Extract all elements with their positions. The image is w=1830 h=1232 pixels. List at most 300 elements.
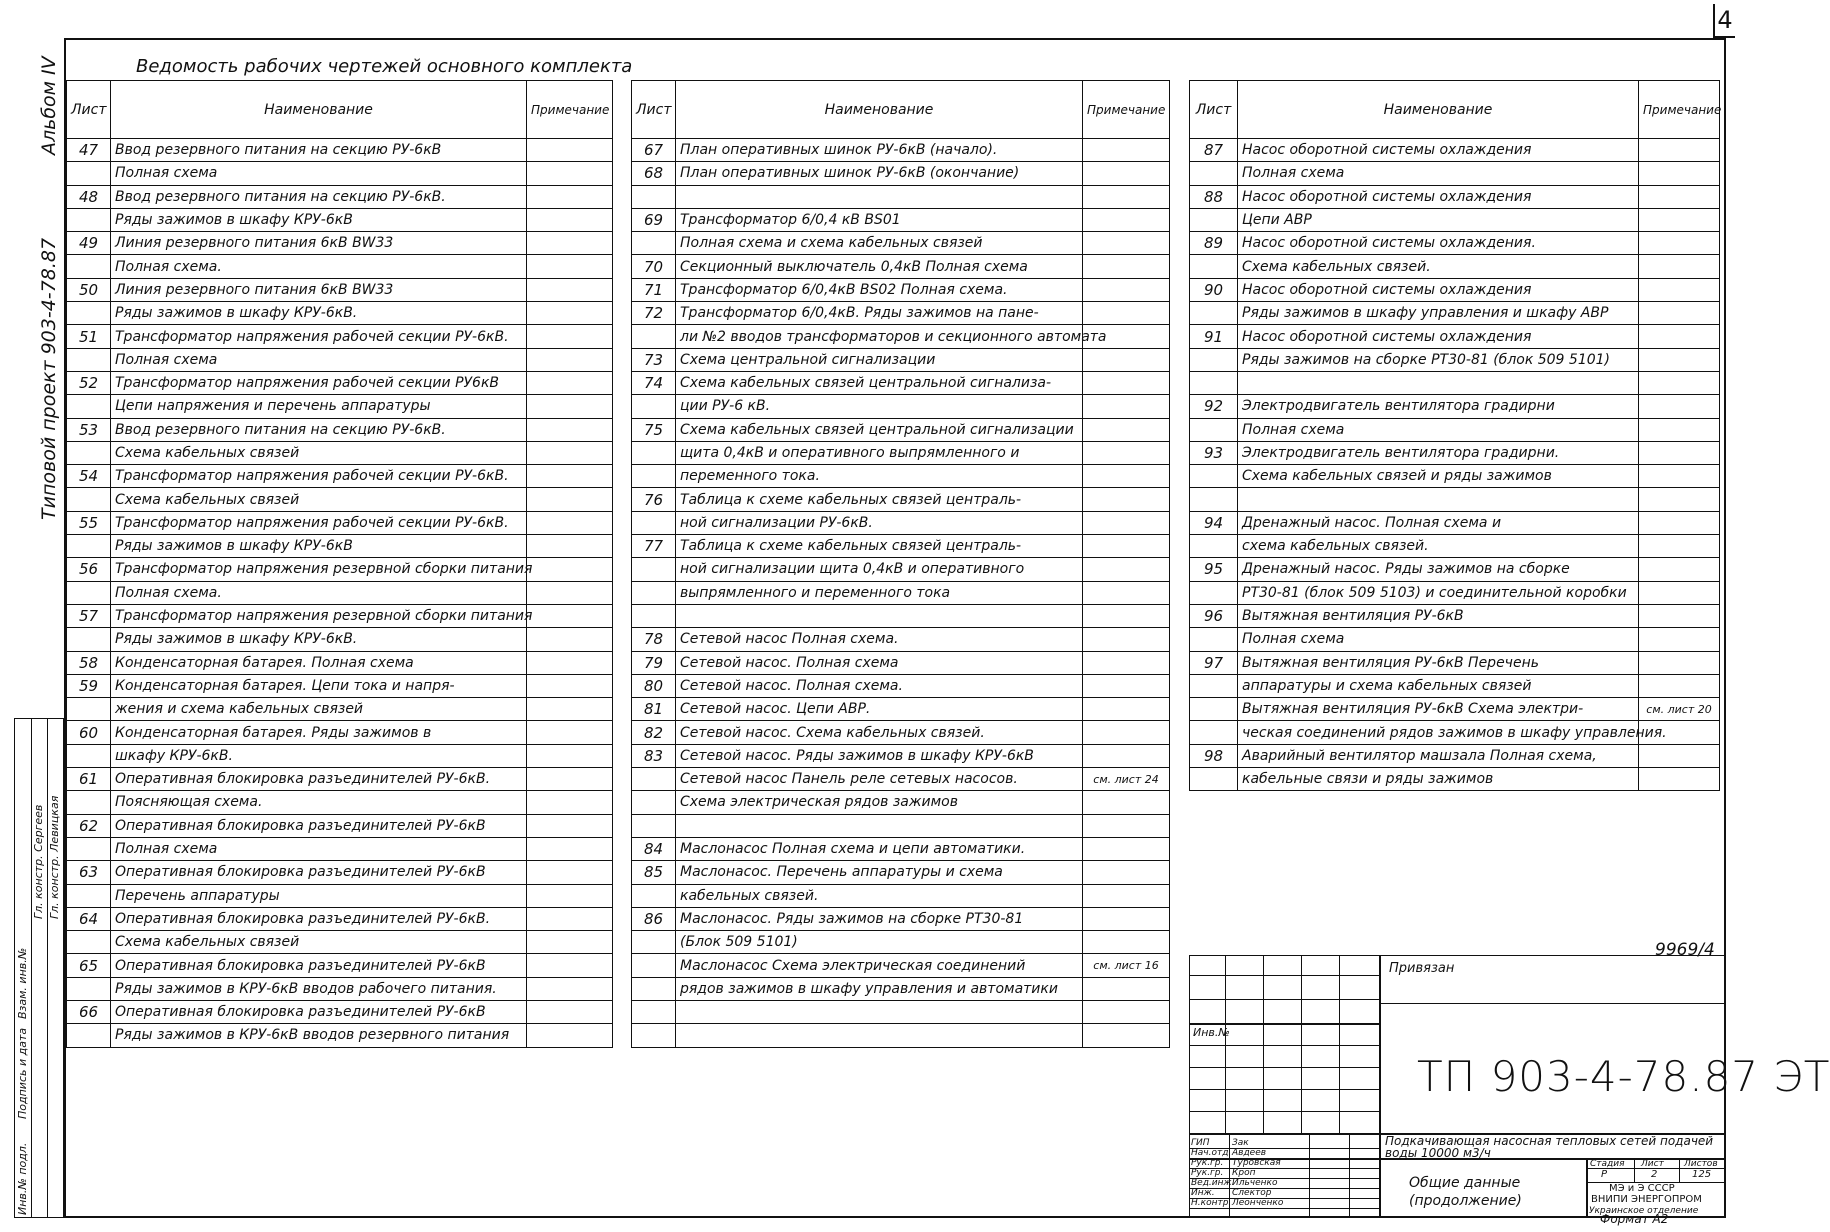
drawing-note [1639,465,1720,488]
sheet-number [67,302,111,325]
table-row [632,651,1170,674]
drawing-note [527,884,613,907]
drawing-name: Насос оборотной системы охлаждения [1238,139,1639,162]
sheet-number [632,232,676,255]
drawing-name: Трансформатор 6/0,4кВ. Ряды зажимов на пане- [676,302,1083,325]
signer-role: ГИП [1191,1138,1210,1148]
drawing-note [1083,861,1170,884]
sheet-number [632,768,676,791]
drawing-name: Сетевой насос. Схема кабельных связей. [676,721,1083,744]
table-row [632,837,1170,860]
drawing-note [1083,837,1170,860]
sheet-number: 72 [632,302,676,325]
sheet-number [67,1024,111,1047]
drawing-name: Насос оборотной системы охлаждения [1238,185,1639,208]
drawing-name: Поясняющая схема. [111,791,527,814]
drawing-name: Сетевой насос. Ряды зажимов в шкафу КРУ-6кВ [676,744,1083,767]
table-row [1190,488,1720,511]
table-row [67,954,613,977]
sheet-number: 78 [632,628,676,651]
header-note: Примечание [1083,81,1170,139]
table-row [1190,232,1720,255]
drawing-name: Полная схема. [111,255,527,278]
sheet-number: 91 [1190,325,1238,348]
title-block [1189,955,1830,1218]
drawing-note [1083,488,1170,511]
drawing-note [1083,208,1170,231]
table-row [632,162,1170,185]
drawing-name: шкафу КРУ-6кВ. [111,744,527,767]
table-row [67,931,613,954]
drawing-name: Трансформатор 6/0,4кВ BS02 Полная схема. [676,278,1083,301]
drawing-note [1639,208,1720,231]
sheet-number: 54 [67,465,111,488]
header-sheet: Лист [632,81,676,139]
sheet-number: 76 [632,488,676,511]
sheet-number: 49 [67,232,111,255]
sheet-number [67,535,111,558]
drawing-note [527,651,613,674]
sheet-number: 61 [67,768,111,791]
drawing-name: схема кабельных связей. [1238,535,1639,558]
table-row [1190,744,1720,767]
table-row [1190,628,1720,651]
table-row [67,814,613,837]
drawing-name: Сетевой насос. Полная схема. [676,674,1083,697]
table-row [1190,325,1720,348]
drawing-name: Ряды зажимов в шкафу КРУ-6кВ. [111,302,527,325]
sheet-number [1190,162,1238,185]
table-row [632,371,1170,394]
table-row [632,348,1170,371]
table-row [67,721,613,744]
table-row [67,604,613,627]
drawing-note [1083,255,1170,278]
signer-role: Инж. [1191,1188,1215,1198]
sheet-number: 88 [1190,185,1238,208]
side-signer-2: Гл. констр. Левицкая [48,795,61,919]
drawing-note [1083,744,1170,767]
drawing-name: Полная схема [1238,418,1639,441]
sheet-number [1190,208,1238,231]
sheet-number [632,395,676,418]
sheet-value: 2 [1651,1169,1658,1180]
table-row [1190,185,1720,208]
table-row [67,208,613,231]
table-row [1190,395,1720,418]
table-row [1190,139,1720,162]
sheet-number: 68 [632,162,676,185]
drawing-name: ли №2 вводов трансформаторов и секционного автомата [676,325,1083,348]
drawing-name: Сетевой насос Панель реле сетевых насосов. [676,768,1083,791]
table-row [632,674,1170,697]
drawing-name: Ряды зажимов в шкафу КРУ-6кВ [111,208,527,231]
sheet-number: 92 [1190,395,1238,418]
sheet-number: 64 [67,907,111,930]
side-sign-label: Подпись и дата [16,1027,29,1119]
drawing-note [1083,884,1170,907]
drawing-note [527,837,613,860]
drawing-note [527,139,613,162]
table-row [1190,278,1720,301]
drawing-name: Полная схема. [111,581,527,604]
drawing-name: Насос оборотной системы охлаждения [1238,278,1639,301]
sheet-number: 86 [632,907,676,930]
drawing-name: Схема кабельных связей. [1238,255,1639,278]
sheet-number: 47 [67,139,111,162]
sheet-number: 96 [1190,604,1238,627]
sheet-number: 82 [632,721,676,744]
sheets-header: Листов [1684,1159,1718,1169]
table-row [1190,255,1720,278]
table-row [67,861,613,884]
drawing-note [1639,744,1720,767]
table-row [632,907,1170,930]
table-row [67,395,613,418]
drawing-name [676,604,1083,627]
drawing-name [1238,371,1639,394]
side-signer-1: Гл. констр. Сергеев [32,804,45,919]
sheet-number: 95 [1190,558,1238,581]
drawing-note [1639,348,1720,371]
drawing-name: Маслонасос. Перечень аппаратуры и схема [676,861,1083,884]
drawing-name: ной сигнализации щита 0,4кВ и оперативного [676,558,1083,581]
sheet-number [632,465,676,488]
sheet-number [632,791,676,814]
drawing-note [527,395,613,418]
drawing-name: Оперативная блокировка разъединителей РУ-6кВ. [111,907,527,930]
table-row [1190,604,1720,627]
drawing-name: Трансформатор напряжения рабочей секции РУ6кВ [111,371,527,394]
drawing-note [1639,371,1720,394]
drawing-name: Линия резервного питания 6кВ BW33 [111,232,527,255]
stage-header: Стадия [1590,1159,1625,1169]
drawing-name: Линия резервного питания 6кВ BW33 [111,278,527,301]
sheet-number [67,628,111,651]
table-row [67,139,613,162]
drawing-name: Оперативная блокировка разъединителей РУ-6кВ. [111,768,527,791]
sheet-number: 71 [632,278,676,301]
sheet-number [632,1000,676,1023]
table-row [67,371,613,394]
drawing-name: ции РУ-6 кВ. [676,395,1083,418]
drawing-note [1639,535,1720,558]
table-row [632,558,1170,581]
drawing-note [1639,278,1720,301]
drawing-name: Ряды зажимов в шкафу управления и шкафу АВР [1238,302,1639,325]
drawing-note [1083,977,1170,1000]
drawing-name: Вытяжная вентиляция РУ-6кВ [1238,604,1639,627]
sheet-number [1190,581,1238,604]
table-row [67,465,613,488]
table-row [632,302,1170,325]
table-row [1190,162,1720,185]
sheet-number: 70 [632,255,676,278]
drawing-name: Полная схема [111,837,527,860]
table-row [632,581,1170,604]
table-row [67,837,613,860]
header-sheet: Лист [67,81,111,139]
sheet-number: 81 [632,698,676,721]
drawing-note [527,698,613,721]
drawing-name: Ввод резервного питания на секцию РУ-6кВ [111,139,527,162]
org-branch: Украинское отделение [1589,1206,1699,1216]
drawing-note [527,232,613,255]
table-row [1190,208,1720,231]
sheet-number [632,511,676,534]
sheet-number [67,791,111,814]
header-name: Наименование [111,81,527,139]
table-row [632,604,1170,627]
drawing-note [1639,674,1720,697]
sheet-number [1190,371,1238,394]
drawing-name: ческая соединений рядов зажимов в шкафу управления. [1238,721,1639,744]
drawing-note [527,162,613,185]
table-row [632,954,1170,977]
table-row [67,744,613,767]
sheet-name-2: (продолжение) [1409,1193,1522,1209]
table-row [67,977,613,1000]
drawing-name: Схема электрическая рядов зажимов [676,791,1083,814]
drawing-name: Сетевой насос. Полная схема [676,651,1083,674]
table-row [67,907,613,930]
sheet-number [67,698,111,721]
drawing-name: Трансформатор напряжения резервной сборки питания [111,604,527,627]
table-row [67,278,613,301]
table-row [632,768,1170,791]
sheet-number: 83 [632,744,676,767]
sheet-number: 48 [67,185,111,208]
sheet-number: 84 [632,837,676,860]
header-name: Наименование [676,81,1083,139]
table-row [632,535,1170,558]
sheet-number [1190,348,1238,371]
header-name: Наименование [1238,81,1639,139]
drawing-note [1639,488,1720,511]
drawing-name [676,185,1083,208]
signer-name: Слектор [1232,1188,1272,1198]
table-row [632,814,1170,837]
sheet-number [1190,535,1238,558]
table-row [632,977,1170,1000]
sheet-number [1190,488,1238,511]
sheet-number [632,604,676,627]
table-row [1190,371,1720,394]
drawing-name [1238,488,1639,511]
sheet-number: 65 [67,954,111,977]
drawing-name: щита 0,4кВ и оперативного выпрямленного и [676,441,1083,464]
drawing-name: кабельных связей. [676,884,1083,907]
drawing-note [1083,907,1170,930]
sheet-number [1190,255,1238,278]
stage-value: Р [1601,1169,1608,1180]
sheet-number [632,977,676,1000]
sheet-number [1190,768,1238,791]
drawing-name: Ряды зажимов в КРУ-6кВ вводов рабочего питания. [111,977,527,1000]
drawing-note [1639,162,1720,185]
table-row [632,441,1170,464]
table-row [67,348,613,371]
drawing-note [1083,628,1170,651]
drawing-note [1639,441,1720,464]
drawings-table-2 [631,80,1170,1048]
sheet-number: 53 [67,418,111,441]
drawing-note [527,628,613,651]
table-row [632,139,1170,162]
sheet-number [1190,628,1238,651]
drawing-name: рядов зажимов в шкафу управления и автоматики [676,977,1083,1000]
sheet-number [67,977,111,1000]
org-ministry: МЭ и Э СССР [1609,1183,1675,1194]
drawing-note [1083,348,1170,371]
table-row [67,791,613,814]
sheet-number: 77 [632,535,676,558]
sheet-number [632,884,676,907]
drawing-name: Аварийный вентилятор машзала Полная схема, [1238,744,1639,767]
drawing-name: Трансформатор напряжения рабочей секции РУ-6кВ. [111,511,527,534]
table-row [1190,698,1720,721]
sheet-number [67,255,111,278]
inv-label: Инв.№ [1193,1026,1230,1039]
table-row [67,511,613,534]
drawing-name: Схема кабельных связей [111,488,527,511]
drawing-note [527,511,613,534]
drawing-note [1083,395,1170,418]
drawing-note: см. лист 16 [1083,954,1170,977]
drawing-note [1639,768,1720,791]
drawing-name: Маслонасос Схема электрическая соединений [676,954,1083,977]
drawing-note [527,581,613,604]
drawing-name: Трансформатор 6/0,4 кВ BS01 [676,208,1083,231]
sheet-number: 73 [632,348,676,371]
drawing-note [1083,139,1170,162]
privyazan-label: Привязан [1389,961,1455,976]
drawing-note [1083,232,1170,255]
table-row [67,488,613,511]
sheet-number [1190,674,1238,697]
sheet-number [632,814,676,837]
drawings-table-1 [66,80,613,1048]
drawing-name: выпрямленного и переменного тока [676,581,1083,604]
sheet-number [1190,302,1238,325]
drawing-note [1083,418,1170,441]
drawing-name: Оперативная блокировка разъединителей РУ-6кВ [111,1000,527,1023]
drawing-name: Ряды зажимов в шкафу КРУ-6кВ [111,535,527,558]
drawing-note [527,371,613,394]
table-row [632,1024,1170,1047]
format-label: Формат А2 [1600,1212,1669,1226]
drawing-name [676,1024,1083,1047]
drawing-name [676,814,1083,837]
drawing-note [1639,139,1720,162]
drawing-note [1639,628,1720,651]
sheet-number [1190,418,1238,441]
drawing-note [1083,511,1170,534]
table-row [632,232,1170,255]
drawing-name: Полная схема [1238,162,1639,185]
drawing-name: Перечень аппаратуры [111,884,527,907]
sheet-number: 87 [1190,139,1238,162]
drawing-name: Схема кабельных связей [111,441,527,464]
header-sheet: Лист [1190,81,1238,139]
drawing-name: Насос оборотной системы охлаждения. [1238,232,1639,255]
drawing-note [1083,651,1170,674]
sheet-number [632,558,676,581]
sheet-number: 52 [67,371,111,394]
drawing-name: Ряды зажимов в шкафу КРУ-6кВ. [111,628,527,651]
signer-role: Рук.гр. [1191,1158,1224,1168]
sheet-number [632,931,676,954]
sheet-number: 58 [67,651,111,674]
table-row [632,744,1170,767]
drawing-note [527,744,613,767]
drawing-name: РТ30-81 (блок 509 5103) и соединительной коробки [1238,581,1639,604]
sheet-number [67,581,111,604]
project-code: ТП 903-4-78.87 ЭТ [1417,1052,1830,1101]
sheet-number [632,1024,676,1047]
sheet-name-1: Общие данные [1409,1175,1521,1191]
drawing-name: Оперативная блокировка разъединителей РУ-6кВ [111,861,527,884]
side-signature-strip [14,718,64,1218]
drawing-name: Схема кабельных связей и ряды зажимов [1238,465,1639,488]
table-row [67,418,613,441]
table-row [67,651,613,674]
album-label: Альбом IV [38,56,60,155]
drawing-note [1083,604,1170,627]
drawing-note [1083,371,1170,394]
drawing-note [1639,418,1720,441]
table-row [67,535,613,558]
sheet-number: 62 [67,814,111,837]
table-row [1190,465,1720,488]
drawing-name: Полная схема [1238,628,1639,651]
sheet-number [67,208,111,231]
table-row [67,185,613,208]
drawing-note [527,907,613,930]
drawing-note [1083,1000,1170,1023]
table-row [67,558,613,581]
sheet-number [632,185,676,208]
drawing-note [1083,185,1170,208]
table-row [1190,441,1720,464]
drawing-name: переменного тока. [676,465,1083,488]
drawing-note [1083,581,1170,604]
drawing-note [1083,558,1170,581]
drawing-name: Сетевой насос. Цепи АВР. [676,698,1083,721]
drawing-note [527,931,613,954]
drawing-note [1639,302,1720,325]
table-row [1190,418,1720,441]
sheet-number: 90 [1190,278,1238,301]
drawing-name: Схема центральной сигнализации [676,348,1083,371]
drawing-name: Сетевой насос Полная схема. [676,628,1083,651]
signer-name: Кроп [1232,1168,1256,1178]
table-row [632,511,1170,534]
table-row [632,418,1170,441]
table-row [632,185,1170,208]
drawing-name: Оперативная блокировка разъединителей РУ-6кВ [111,954,527,977]
drawing-name: Секционный выключатель 0,4кВ Полная схема [676,255,1083,278]
drawing-note [527,814,613,837]
sheet-number [1190,465,1238,488]
drawing-note [1639,395,1720,418]
sheet-number: 51 [67,325,111,348]
sheet-number [67,931,111,954]
drawing-note [1639,255,1720,278]
signer-name: Ильченко [1232,1178,1278,1188]
drawing-note [1639,185,1720,208]
table-row [632,698,1170,721]
